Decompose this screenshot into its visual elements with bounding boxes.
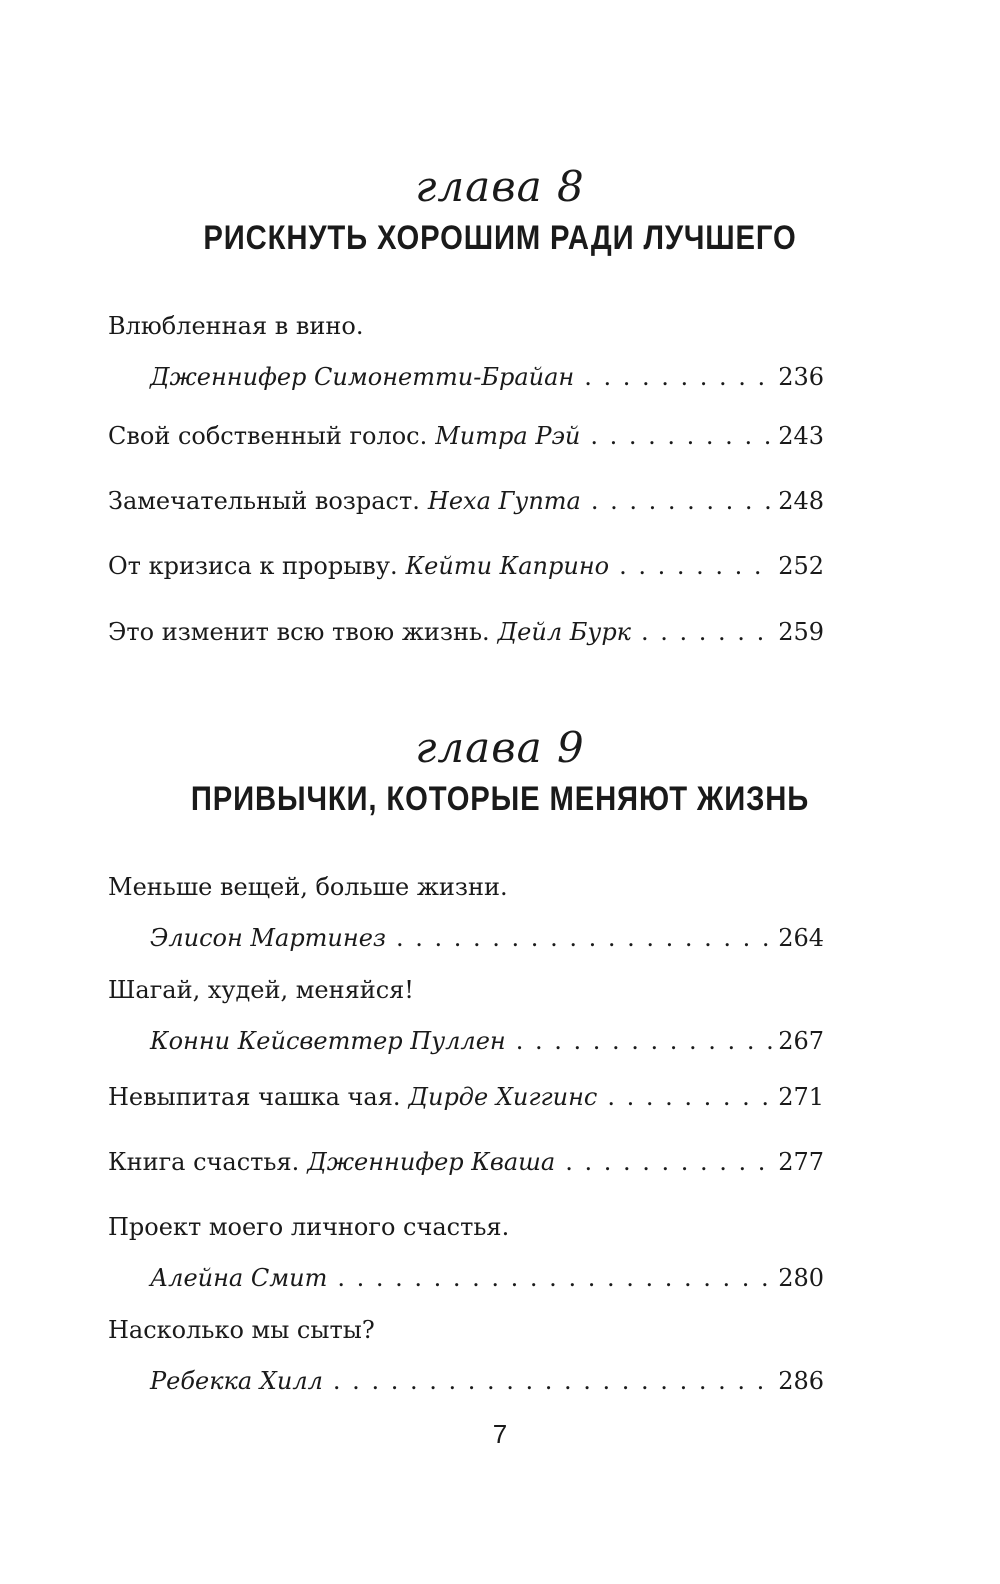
entry-page: 277 — [778, 1148, 824, 1176]
entry-page: 248 — [778, 487, 824, 515]
entry-title: Шагай, худей, меняйся! — [108, 976, 414, 1004]
leader-dots — [396, 921, 774, 955]
toc-entry[interactable] — [108, 1313, 824, 1398]
leader-dots — [565, 1145, 774, 1179]
entry-title: Проект моего личного счастья. — [108, 1213, 510, 1241]
entry-author: Ребекка Хилл — [150, 1367, 323, 1395]
entry-author: Дирде Хиггинс — [408, 1083, 598, 1111]
leader-dots — [607, 1080, 774, 1114]
toc-entry[interactable] — [108, 615, 824, 649]
entry-title: От кризиса к прорыву. — [108, 552, 398, 580]
entry-author: Алейна Смит — [150, 1264, 328, 1292]
toc-entry[interactable] — [108, 973, 824, 1058]
entry-author: Дженнифер Кваша — [307, 1148, 556, 1176]
entry-author: Элисон Мартинез — [150, 924, 386, 952]
chapter-9-label: глава 9 — [415, 723, 585, 772]
leader-dots — [641, 615, 774, 649]
chapter-9-heading — [0, 723, 1000, 819]
entry-page: 236 — [778, 363, 824, 391]
toc-entry[interactable] — [108, 549, 824, 583]
leader-dots — [591, 484, 774, 518]
entry-author: Кейти Каприно — [405, 552, 610, 580]
page-number: 7 — [492, 1419, 508, 1449]
toc-entry[interactable] — [108, 419, 824, 453]
toc-entry[interactable] — [108, 870, 824, 955]
leader-dots — [584, 360, 774, 394]
toc-entry[interactable] — [108, 1210, 824, 1295]
entry-author: Конни Кейсветтер Пуллен — [150, 1027, 506, 1055]
entry-title: Книга счастья. — [108, 1148, 300, 1176]
leader-dots — [516, 1024, 774, 1058]
entry-page: 243 — [778, 422, 824, 450]
entry-page: 286 — [778, 1367, 824, 1395]
toc-entry[interactable] — [108, 1145, 824, 1179]
entry-title: Свой собственный голос. — [108, 422, 428, 450]
chapter-8-title: РИСКНУТЬ ХОРОШИМ РАДИ ЛУЧШЕГО — [203, 219, 797, 257]
chapter-9-title: ПРИВЫЧКИ, КОТОРЫЕ МЕНЯЮТ ЖИЗНЬ — [190, 780, 810, 818]
entry-title: Влюбленная в вино. — [108, 312, 364, 340]
toc-entry[interactable] — [108, 309, 824, 394]
entry-author: Дейл Бурк — [497, 618, 632, 646]
entry-page: 267 — [778, 1027, 824, 1055]
chapter-8-heading — [0, 162, 1000, 258]
leader-dots — [333, 1364, 774, 1398]
entry-title: Насколько мы сыты? — [108, 1316, 375, 1344]
entry-author: Дженнифер Симонетти-Брайан — [150, 363, 575, 391]
leader-dots — [619, 549, 774, 583]
entry-author: Митра Рэй — [435, 422, 581, 450]
entry-title: Это изменит всю твою жизнь. — [108, 618, 490, 646]
entry-title: Замечательный возраст. — [108, 487, 420, 515]
entry-page: 259 — [778, 618, 824, 646]
leader-dots — [590, 419, 774, 453]
entry-page: 252 — [778, 552, 824, 580]
entry-title: Меньше вещей, больше жизни. — [108, 873, 508, 901]
entry-title: Невыпитая чашка чая. — [108, 1083, 401, 1111]
toc-entry[interactable] — [108, 484, 824, 518]
entry-page: 264 — [778, 924, 824, 952]
chapter-8-label: глава 8 — [415, 162, 585, 211]
entry-page: 271 — [778, 1083, 824, 1111]
entry-page: 280 — [778, 1264, 824, 1292]
leader-dots — [337, 1261, 774, 1295]
entry-author: Неха Гупта — [427, 487, 581, 515]
toc-entry[interactable] — [108, 1080, 824, 1114]
